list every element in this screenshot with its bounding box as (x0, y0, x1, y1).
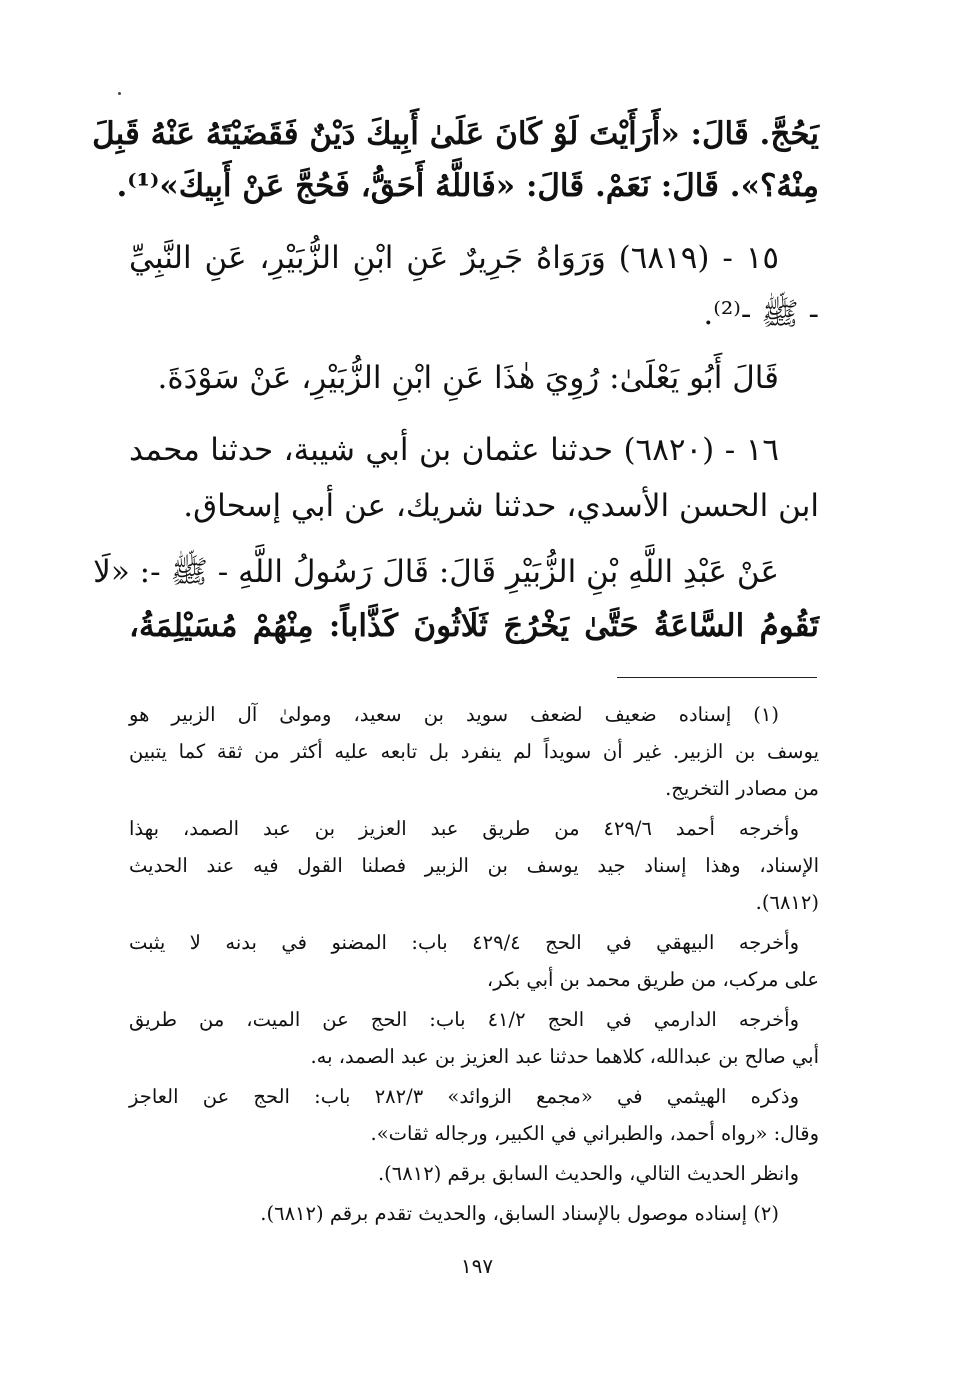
page-number: ١٩٧ (460, 1254, 494, 1278)
hadith-15-line-1: ١٥ - (٦٨١٩) وَرَوَاهُ جَرِيرٌ عَنِ ابْنِ الزُّبَيْرِ، عَنِ النَّبِيِّ (129, 240, 779, 276)
footnote-divider (617, 677, 817, 678)
hadith-16-line-1: ١٦ - (٦٨٢٠) حدثنا عثمان بن أبي شيبة، حدثنا محمد (129, 432, 779, 468)
footnote-1-bayhaqi-line-1: وأخرجه البيهقي في الحج ٤٢٩/٤ باب: المضنو في بدنه لا يثبت (129, 931, 799, 954)
footnote-1-line-3: من مصادر التخريج. (665, 777, 819, 800)
footnote-1-line-1: (١) إسناده ضعيف لضعف سويد بن سعيد، ومولىٰ آل الزبير هو (129, 703, 779, 726)
footnote-1-see-also: وانظر الحديث التالي، والحديث السابق برقم (٦٨١٢). (377, 1162, 799, 1185)
footnote-1-ahmad-line-2: الإسناد، وهذا إسناد جيد يوسف بن الزبير فصلنا القول فيه عند الحديث (129, 854, 819, 877)
footnote-1-darimi-line-2: أبي صالح بن عبدالله، كلاهما حدثنا عبد العزيز بن عبد الصمد، به. (310, 1045, 819, 1068)
footnote-2: (٢) إسناده موصول بالإسناد السابق، والحديث تقدم برقم (٦٨١٢). (260, 1202, 779, 1225)
footnote-1-line-2: يوسف بن الزبير. غير أن سويداً لم ينفرد بل تابعه عليه أكثر من ثقة كما يتبين (129, 740, 819, 763)
hadith-16-matn-line-1: عَنْ عَبْدِ اللَّهِ بْنِ الزُّبَيْرِ قَالَ: قَالَ رَسُولُ اللَّهِ - ﷺ -: «لَا (93, 554, 779, 590)
footnote-1-haythami-line-1: وذكره الهيثمي في «مجمع الزوائد» ٢٨٢/٣ باب: الحج عن العاجز (129, 1085, 799, 1108)
footnote-1-ahmad-line-3: (٦٨١٢). (755, 891, 819, 914)
scan-speck (118, 92, 121, 95)
main-text-line-1: يَحُجَّ. قَالَ: «أَرَأَيْتَ لَوْ كَانَ عَلَىٰ أَبِيكَ دَيْنٌ فَقَضَيْتَهُ عَنْهُ قَبِلَ (92, 116, 819, 152)
footnote-1-bayhaqi-line-2: على مركب، من طريق محمد بن أبي بكر، (486, 968, 819, 991)
footnote-1-darimi-line-1: وأخرجه الدارمي في الحج ٤١/٢ باب: الحج عن الميت، من طريق (129, 1008, 800, 1031)
footnote-1-ahmad-line-1: وأخرجه أحمد ٤٢٩/٦ من طريق عبد العزيز بن عبد الصمد، بهذا (129, 817, 799, 840)
abu-yala-comment: قَالَ أَبُو يَعْلَىٰ: رُوِيَ هٰذَا عَنِ ابْنِ الزُّبَيْرِ، عَنْ سَوْدَةَ. (157, 360, 779, 396)
footnote-1-haythami-line-2: وقال: «رواه أحمد، والطبراني في الكبير، ورجاله ثقات». (370, 1122, 819, 1145)
hadith-15-line-2: - ﷺ -⁽²⁾. (703, 296, 819, 332)
hadith-16-line-2: ابن الحسن الأسدي، حدثنا شريك، عن أبي إسحاق. (183, 488, 819, 524)
main-text-line-2: مِنْهُ؟». قَالَ: نَعَمْ. قَالَ: «فَاللَّهُ أَحَقُّ، فَحُجَّ عَنْ أَبِيكَ»⁽¹⁾. (116, 168, 819, 204)
hadith-16-matn-line-2: تَقُومُ السَّاعَةُ حَتَّىٰ يَخْرُجَ ثَلَاثُونَ كَذَّاباً: مِنْهُمْ مُسَيْلِمَةُ، (129, 608, 819, 644)
